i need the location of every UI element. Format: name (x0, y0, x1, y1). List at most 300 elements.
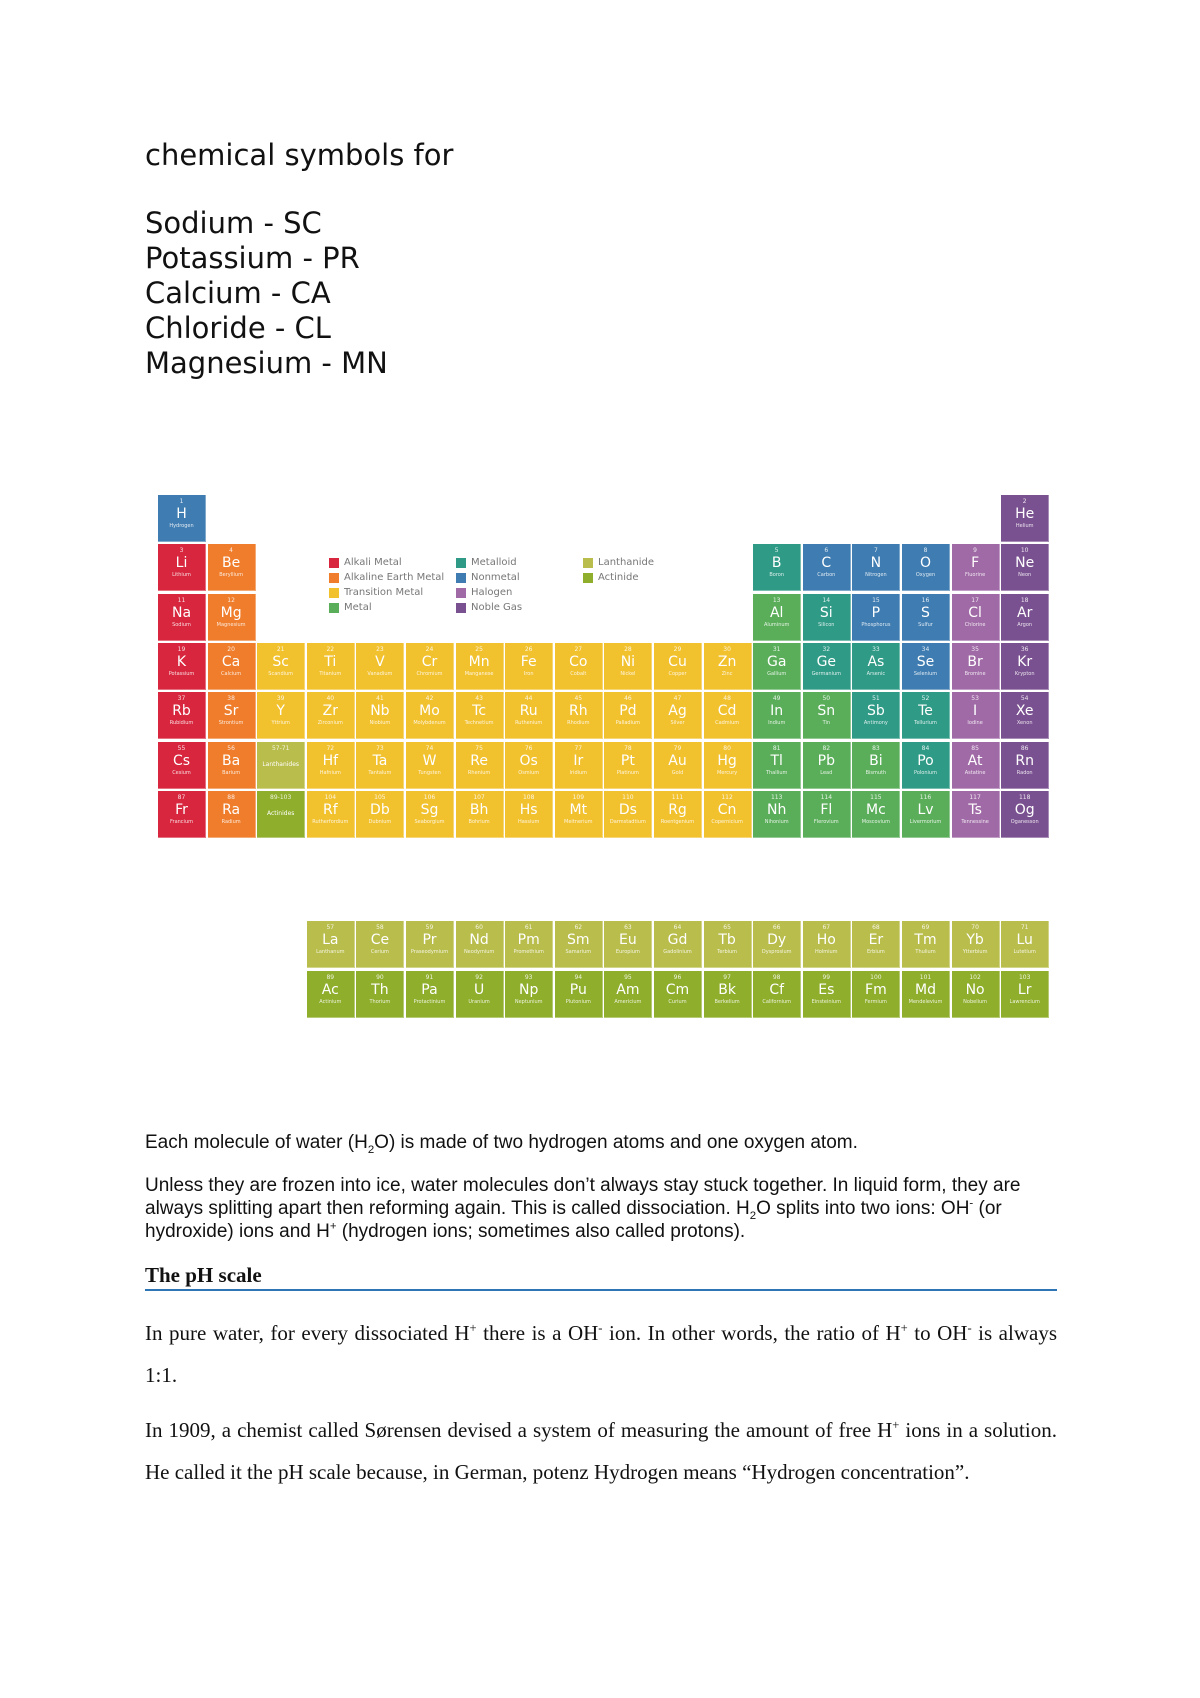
element-name: Promethium (513, 949, 544, 956)
legend-item (456, 570, 522, 585)
element-cell-h (158, 495, 206, 542)
element-name: Nickel (620, 670, 636, 677)
legend-column (583, 555, 654, 585)
atomic-number: 94 (574, 973, 583, 981)
element-name: Californium (762, 998, 792, 1005)
element-symbol: Si (819, 604, 833, 621)
element-name: Rutherfordium (312, 818, 349, 825)
element-name: Germanium (811, 670, 842, 677)
element-symbol: He (1015, 506, 1035, 522)
atomic-number: 77 (574, 744, 583, 752)
atomic-number: 102 (969, 973, 981, 981)
atomic-number: 37 (177, 695, 186, 703)
atomic-number: 27 (574, 645, 583, 653)
legend-swatch (456, 603, 466, 613)
element-cell-rb (158, 692, 206, 739)
element-symbol: Po (917, 752, 934, 769)
element-symbol: Og (1014, 801, 1035, 818)
element-symbol: Hs (519, 801, 538, 818)
element-name: Ruthenium (515, 720, 543, 727)
element-name: Lutetium (1013, 949, 1036, 956)
atomic-number: 45 (574, 695, 583, 703)
element-cell-fm (852, 971, 900, 1018)
atomic-number: 50 (822, 695, 831, 703)
element-symbol: Ra (222, 801, 241, 818)
element-cell-hg (704, 742, 752, 789)
atomic-number: 23 (376, 645, 384, 653)
element-name: Carbon (817, 572, 836, 579)
atomic-number: 57 (326, 924, 335, 932)
atomic-number: 81 (772, 744, 781, 752)
element-symbol: Ar (1017, 604, 1033, 621)
element-symbol: Th (371, 981, 389, 998)
atomic-number: 109 (572, 793, 585, 801)
element-symbol: Es (818, 981, 835, 998)
element-name: Protactinium (413, 998, 446, 1005)
element-name: Francium (170, 818, 193, 825)
element-cell-mn (456, 643, 504, 690)
element-name: Actinium (319, 998, 342, 1005)
atomic-number: 17 (971, 596, 979, 604)
element-symbol: Ne (1015, 555, 1035, 572)
element-symbol: No (965, 981, 985, 998)
element-symbol: Tc (472, 703, 487, 720)
atomic-number: 43 (475, 695, 483, 703)
element-cell-sg (406, 791, 454, 838)
element-cell-rh (555, 692, 603, 739)
atomic-number: 51 (872, 695, 880, 703)
element-name: Silicon (818, 621, 835, 628)
element-symbol: Nb (370, 703, 390, 720)
legend-item (329, 585, 444, 600)
element-symbol: Nd (469, 932, 489, 949)
legend-item (329, 555, 444, 570)
atomic-number: 58 (376, 924, 384, 932)
element-name: Chromium (416, 670, 443, 677)
element-cell-no (952, 971, 1000, 1018)
element-cell-cm (654, 971, 702, 1018)
element-symbol: Ga (766, 653, 787, 670)
intro-heading: chemical symbols for (145, 138, 454, 172)
element-name: Oganesson (1010, 818, 1039, 825)
element-cell-mo (406, 692, 454, 739)
element-cell-ds (604, 791, 652, 838)
element-symbol: Te (918, 703, 933, 720)
atomic-number: 1 (179, 498, 184, 505)
element-name: Praseodymium (410, 949, 449, 956)
legend-swatch (583, 558, 593, 568)
element-cell-mc (852, 791, 900, 838)
atomic-number: 72 (326, 744, 335, 752)
element-symbol: In (770, 703, 784, 720)
element-cell-la (307, 921, 355, 968)
symbol-line: Sodium - SC (145, 206, 322, 240)
element-name: Rubidium (169, 720, 194, 727)
element-symbol: Ir (573, 752, 584, 769)
element-cell-lu (1001, 921, 1049, 968)
element-name: Chlorine (964, 621, 986, 628)
element-cell-nh (753, 791, 801, 838)
atomic-number: 59 (425, 924, 434, 932)
element-symbol: Sc (272, 653, 289, 670)
section-heading: The pH scale (145, 1262, 1057, 1291)
atomic-number: 99 (822, 973, 831, 981)
legend-label: Actinide (598, 572, 639, 583)
element-name: Fermium (864, 998, 887, 1005)
element-symbol: Fl (820, 801, 833, 818)
element-name: Tennessine (961, 818, 989, 825)
element-cell-tb (704, 921, 752, 968)
element-symbol: Cf (769, 981, 785, 998)
element-symbol: Md (915, 981, 936, 998)
element-symbol: Al (769, 604, 784, 621)
atomic-number: 3 (179, 547, 184, 555)
element-name: Cadmium (715, 720, 740, 727)
legend-item (583, 570, 654, 585)
element-cell-i (952, 692, 1000, 739)
element-symbol: Xe (1015, 703, 1034, 720)
element-cell-re (456, 742, 504, 789)
element-cell-ti (307, 643, 355, 690)
legend-label: Transition Metal (344, 587, 424, 598)
element-name: Zinc (721, 670, 733, 677)
element-symbol: Sm (567, 932, 590, 949)
element-cell-fr (158, 791, 206, 838)
element-symbol: Cn (717, 801, 737, 818)
legend-label: Noble Gas (471, 602, 523, 613)
element-symbol: Fe (520, 653, 537, 670)
atomic-number: 84 (921, 744, 930, 752)
element-name: Bromine (964, 670, 986, 677)
element-symbol: Ds (618, 801, 637, 818)
element-symbol: Db (370, 801, 390, 818)
element-name: Neptunium (514, 998, 543, 1005)
element-cell-ra (208, 791, 256, 838)
element-name: Potassium (168, 670, 195, 677)
element-symbol: Zr (322, 703, 338, 720)
element-name: Cobalt (570, 670, 587, 677)
element-cell-ce (356, 921, 404, 968)
legend-swatch (456, 573, 466, 583)
element-name: Radium (221, 818, 241, 825)
element-symbol: Cu (668, 653, 687, 670)
element-cell-ac (307, 971, 355, 1018)
atomic-number: 5 (774, 547, 779, 555)
element-cell-dy (753, 921, 801, 968)
element-name: Thorium (369, 998, 391, 1005)
element-symbol: Pm (517, 932, 540, 949)
element-cell-pr (406, 921, 454, 968)
element-symbol: Au (668, 752, 687, 769)
element-cell-sb (852, 692, 900, 739)
atomic-number: 105 (374, 793, 386, 801)
legend-label: Metalloid (471, 557, 517, 568)
atomic-number: 32 (822, 645, 831, 653)
atomic-number: 87 (177, 793, 186, 801)
element-name: Lawrencium (1009, 998, 1040, 1005)
element-name: Meitnerium (564, 818, 593, 825)
element-symbol: Tl (770, 752, 783, 769)
element-cell-ne (1001, 544, 1049, 591)
atomic-number: 75 (475, 744, 483, 752)
element-name: Tin (822, 720, 831, 727)
atomic-number: 76 (524, 744, 533, 752)
element-symbol: I (973, 703, 978, 720)
element-symbol: Y (276, 703, 285, 720)
element-name: Gallium (767, 670, 787, 677)
element-cell-al (753, 594, 801, 641)
element-symbol: Zn (717, 653, 737, 670)
atomic-number: 110 (622, 793, 634, 801)
atomic-number: 19 (177, 645, 186, 653)
element-name: Arsenic (866, 670, 886, 677)
element-cell-cf (753, 971, 801, 1018)
legend-label: Metal (344, 602, 372, 613)
element-symbol: Sb (867, 703, 885, 720)
atomic-number: 49 (772, 695, 781, 703)
element-cell-ir (555, 742, 603, 789)
element-cell-ts (952, 791, 1000, 838)
element-cell-cl (952, 594, 1000, 641)
atomic-number: 4 (229, 547, 233, 555)
element-symbol: Pr (422, 932, 437, 949)
element-symbol: Sn (817, 703, 836, 720)
element-cell-ge (803, 643, 851, 690)
element-name: Bismuth (865, 769, 887, 776)
symbol-line: Calcium - CA (145, 276, 331, 310)
element-name: Iodine (967, 720, 983, 727)
element-name: Helium (1015, 523, 1034, 529)
element-symbol: Cd (717, 703, 737, 720)
legend-item (456, 555, 522, 570)
atomic-number: 26 (524, 645, 533, 653)
atomic-number: 30 (723, 645, 731, 653)
element-name: Berkelium (714, 998, 740, 1005)
element-symbol: Ts (968, 801, 982, 818)
element-symbol: B (771, 555, 782, 572)
element-symbol: Sr (223, 703, 239, 720)
element-cell-np (505, 971, 553, 1018)
atomic-number: 34 (921, 645, 930, 653)
element-cell-bi (852, 742, 900, 789)
atomic-number: 64 (673, 924, 682, 932)
legend-item (329, 570, 444, 585)
atomic-number: 16 (921, 596, 930, 604)
element-name: Erbium (866, 949, 885, 956)
element-name: Antimony (863, 720, 888, 727)
atomic-number: 24 (425, 645, 434, 653)
atomic-number: 80 (723, 744, 731, 752)
element-symbol: Be (221, 555, 241, 572)
element-cell-fl (803, 791, 851, 838)
element-symbol: Rg (668, 801, 687, 818)
atomic-number: 12 (227, 596, 235, 604)
atomic-number: 82 (822, 744, 831, 752)
element-symbol: Yb (966, 932, 984, 949)
element-cell-nd (456, 921, 504, 968)
atomic-number: 13 (772, 596, 781, 604)
symbol-line: Potassium - PR (145, 241, 360, 275)
element-cell-sr (208, 692, 256, 739)
element-name: Thallium (765, 769, 788, 776)
element-name: Ytterbium (962, 949, 988, 956)
element-name: Flerovium (813, 818, 839, 825)
element-symbol: As (867, 653, 885, 670)
atomic-number: 53 (971, 695, 979, 703)
legend-label: Alkali Metal (344, 557, 402, 568)
element-name: Cesium (172, 769, 191, 776)
element-symbol: Am (616, 981, 640, 998)
element-symbol: Co (569, 653, 588, 670)
element-cell-as (852, 643, 900, 690)
atomic-number: 92 (475, 973, 483, 981)
legend-column (456, 555, 522, 615)
element-name: Argon (1017, 621, 1033, 628)
atomic-number: 29 (673, 645, 682, 653)
element-symbol: Li (175, 555, 188, 572)
element-cell-lr (1001, 971, 1049, 1018)
element-cell-in (753, 692, 801, 739)
element-name: Plutonium (565, 998, 591, 1005)
element-name: Lithium (172, 572, 191, 579)
atomic-number: 48 (723, 695, 731, 703)
element-cell-p (852, 594, 900, 641)
element-cell-yb (952, 921, 1000, 968)
element-symbol: Hf (322, 752, 339, 769)
element-cell-li (158, 544, 206, 591)
element-symbol: Fr (175, 801, 188, 818)
element-symbol: Nh (767, 801, 787, 818)
legend-label: Alkaline Earth Metal (344, 572, 445, 583)
atomic-number: 54 (1020, 695, 1029, 703)
atomic-number: 98 (772, 973, 781, 981)
atomic-number: 52 (921, 695, 930, 703)
atomic-number: 8 (923, 547, 928, 555)
element-cell-hf (307, 742, 355, 789)
element-name: Mercury (716, 769, 738, 776)
element-cell-am (604, 971, 652, 1018)
atomic-number: 15 (872, 596, 880, 604)
element-cell-pd (604, 692, 652, 739)
element-name: Livermorium (909, 818, 942, 825)
atomic-number: 67 (822, 924, 831, 932)
atomic-number: 56 (227, 744, 235, 752)
atomic-number: 28 (624, 645, 632, 653)
element-cell-b (753, 544, 801, 591)
element-cell-ga (753, 643, 801, 690)
element-cell-ni (604, 643, 652, 690)
element-symbol: F (971, 555, 980, 572)
element-name: Mendelevium (908, 998, 943, 1005)
element-symbol: S (921, 604, 930, 621)
element-name: Actinides (266, 809, 295, 817)
atomic-number: 108 (522, 793, 535, 801)
element-symbol: Cl (968, 604, 982, 621)
element-cell-po (902, 742, 950, 789)
element-symbol: Lr (1017, 981, 1032, 998)
element-symbol: Mo (419, 703, 440, 720)
legend-label: Halogen (471, 587, 513, 598)
element-name: Rhenium (467, 769, 491, 776)
element-name: Cerium (370, 949, 389, 956)
element-name: Krypton (1014, 670, 1035, 677)
atomic-number: 57-71 (271, 744, 290, 752)
element-name: Oxygen (915, 572, 936, 579)
element-name: Tungsten (418, 769, 441, 776)
element-name: Thulium (915, 949, 936, 956)
atomic-number: 55 (177, 744, 186, 752)
element-name: Seaborgium (414, 818, 445, 825)
element-symbol: Lv (917, 801, 934, 818)
element-symbol: Rn (1015, 752, 1034, 769)
atomic-number: 47 (673, 695, 682, 703)
legend-swatch (329, 588, 339, 598)
element-symbol: Ta (372, 752, 388, 769)
atomic-number: 33 (872, 645, 880, 653)
element-name: Dysprosium (761, 949, 792, 956)
atomic-number: 104 (324, 793, 337, 801)
element-cell-hs (505, 791, 553, 838)
element-name: Vanadium (367, 670, 393, 677)
atomic-number: 60 (475, 924, 483, 932)
element-cell-pt (604, 742, 652, 789)
element-name: Titanium (319, 670, 342, 677)
element-cell-mg (208, 594, 256, 641)
element-symbol: Lu (1016, 932, 1033, 949)
symbol-line: Chloride - CL (145, 311, 331, 345)
element-cell-pa (406, 971, 454, 1018)
element-name: Iron (523, 670, 534, 677)
element-symbol: Br (967, 653, 983, 670)
element-cell-sn (803, 692, 851, 739)
element-name: Lanthanum (316, 949, 345, 956)
legend-item (456, 585, 522, 600)
element-cell-es (803, 971, 851, 1018)
element-cell-bk (704, 971, 752, 1018)
element-cell-te (902, 692, 950, 739)
element-symbol: Kr (1017, 653, 1033, 670)
element-symbol: At (967, 752, 983, 769)
legend-swatch (329, 573, 339, 583)
element-cell-pu (555, 971, 603, 1018)
legend-item (329, 600, 444, 615)
atomic-number: 7 (873, 547, 878, 555)
element-name: Fluorine (965, 572, 986, 579)
element-symbol: Tb (718, 932, 736, 949)
atomic-number: 88 (227, 793, 235, 801)
element-name: Europium (615, 949, 640, 956)
atomic-number: 93 (524, 973, 533, 981)
atomic-number: 91 (425, 973, 434, 981)
element-symbol: N (870, 555, 882, 572)
legend-label: Nonmetal (471, 572, 520, 583)
element-name: Hassium (517, 818, 540, 825)
element-cell-f (952, 544, 1000, 591)
element-symbol: Cr (421, 653, 438, 670)
element-name: Aluminum (763, 621, 790, 628)
element-symbol: Ru (519, 703, 538, 720)
element-name: Beryllium (219, 572, 243, 579)
atomic-number: 89-103 (270, 793, 292, 801)
atomic-number: 111 (671, 793, 684, 801)
element-symbol: Eu (619, 932, 637, 949)
element-name: Dubnium (368, 818, 392, 825)
element-cell-v (356, 643, 404, 690)
element-cell-mt (555, 791, 603, 838)
atomic-number: 95 (624, 973, 632, 981)
atomic-number: 62 (574, 924, 583, 932)
symbol-line: Magnesium - MN (145, 346, 388, 380)
